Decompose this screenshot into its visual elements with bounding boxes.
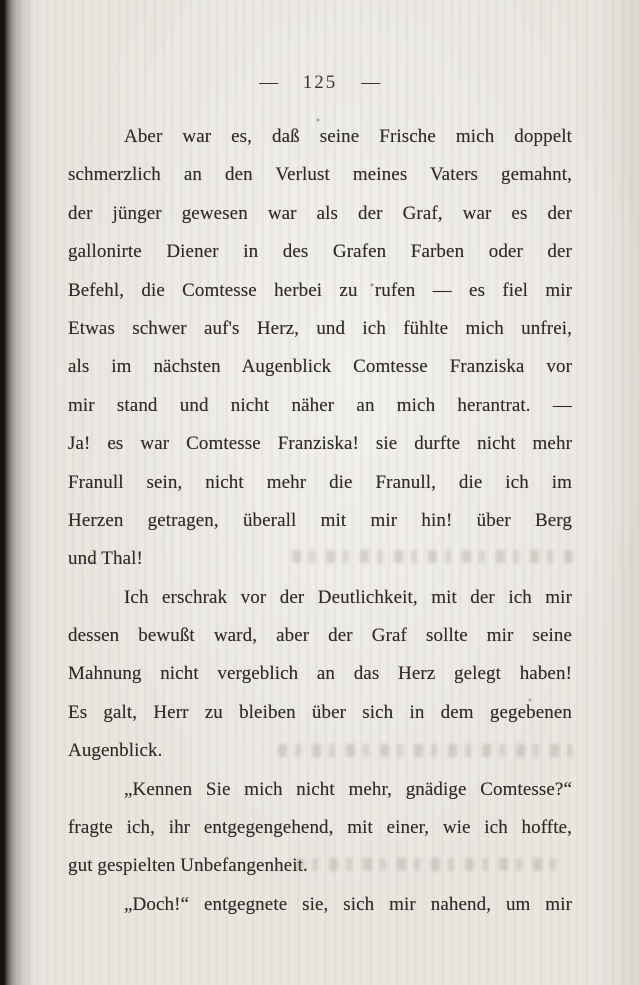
text-line: schmerzlich an den Verlust meines Vaters gemahnt, bbox=[68, 164, 572, 186]
text-line: dessen bewußt ward, aber der Graf sollte mir seine bbox=[68, 625, 572, 647]
text-line: Befehl, die Comtesse herbei zu rufen — es fiel mir bbox=[68, 279, 572, 301]
header-dash-left: — bbox=[259, 72, 279, 93]
paragraph bbox=[68, 579, 572, 771]
show-through-smudge bbox=[295, 858, 557, 871]
text-line: Aber war es, daß seine Frische mich doppelt bbox=[124, 126, 572, 147]
page-header bbox=[0, 72, 640, 94]
text-line: Ja! es war Comtesse Franziska! sie durfte nicht mehr bbox=[68, 433, 572, 455]
text-line: Etwas schwer auf's Herz, und ich fühlte mich unfrei, bbox=[68, 317, 572, 339]
text-line: mir stand und nicht näher an mich herantrat. — bbox=[68, 394, 572, 416]
text-line: gut gespielten Unbefangenheit. bbox=[68, 855, 308, 877]
body-text bbox=[68, 118, 572, 924]
text-line: und Thal! bbox=[68, 548, 143, 570]
text-line: Es galt, Herr zu bleiben über sich in dem gegebenen bbox=[68, 701, 572, 723]
text-line: „Doch!“ entgegnete sie, sich mir nahend, um mir bbox=[124, 893, 572, 915]
header-dash-right: — bbox=[361, 72, 381, 93]
paragraph bbox=[68, 886, 572, 924]
text-line: Franull sein, nicht mehr die Franull, die ich im bbox=[68, 471, 572, 493]
text-line: Mahnung nicht vergeblich an das Herz gelegt haben! bbox=[68, 663, 572, 685]
text-line: fragte ich, ihr entgegengehend, mit einer, wie ich hoffte, bbox=[68, 817, 572, 839]
text-line: gallonirte Diener in des Grafen Farben oder der bbox=[68, 241, 572, 263]
paragraph bbox=[68, 118, 572, 579]
text-line: Herzen getragen, überall mit mir hin! über Berg bbox=[68, 509, 572, 531]
text-line: der jünger gewesen war als der Graf, war es der bbox=[68, 202, 572, 224]
show-through-smudge bbox=[278, 744, 573, 757]
text-line: Augenblick. bbox=[68, 740, 163, 762]
page-number: 125 bbox=[302, 72, 338, 93]
show-through-smudge bbox=[292, 550, 574, 563]
text-line: „Kennen Sie mich nicht mehr, gnädige Comtesse?“ bbox=[124, 778, 572, 800]
text-line: Ich erschrak vor der Deutlichkeit, mit der ich mir bbox=[124, 586, 572, 608]
text-line: als im nächsten Augenblick Comtesse Franziska vor bbox=[68, 356, 572, 378]
